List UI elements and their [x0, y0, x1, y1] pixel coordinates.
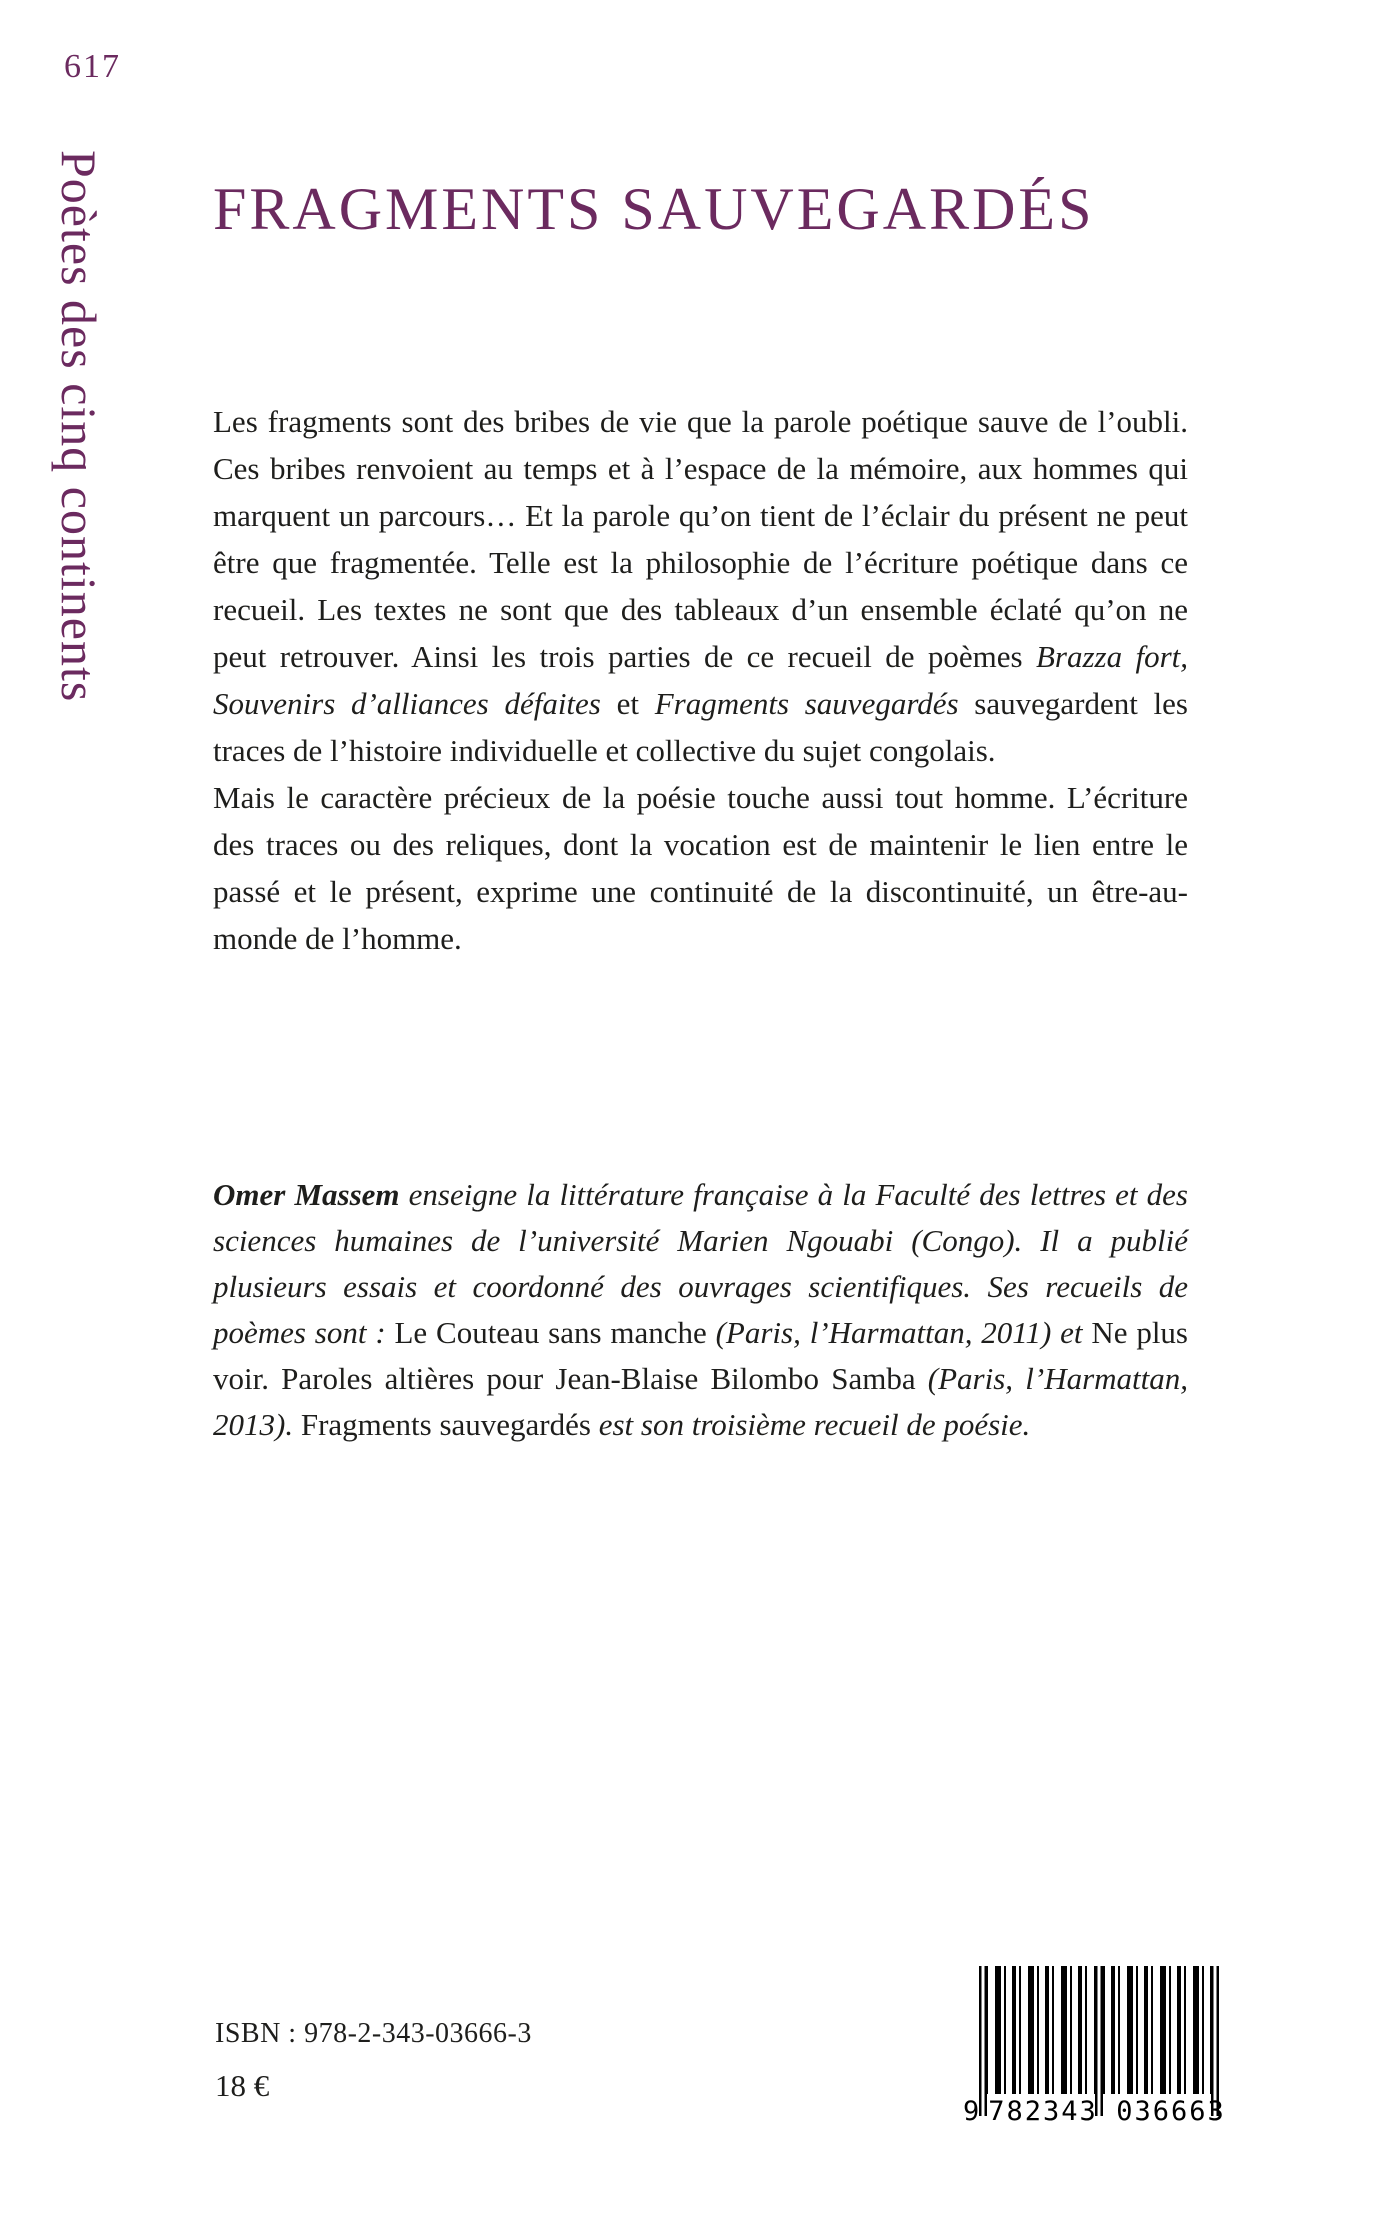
barcode-guard-left	[979, 1966, 987, 2116]
barcode-digit-lead: 9	[963, 2096, 980, 2127]
book-reference: Fragments sauvegardés	[300, 1407, 599, 1442]
book-title: FRAGMENTS SAUVEGARDÉS	[213, 176, 1095, 242]
author-bio	[213, 1172, 1188, 1448]
blurb-text: sauvegardent les traces de l’histoire individuelle et collective du sujet congolais.	[213, 686, 1188, 768]
barcode-guard-right	[1211, 1966, 1219, 2116]
bio-text: enseigne la littérature française à la Faculté des lettres et des sciences humaines de l’université Marien Ngouabi (Congo). Il a publié plusieurs essais et coordonné des ouvrages scientifiques. Ses recueils de poèmes sont :	[213, 1177, 1188, 1350]
author-name: Omer Massem	[213, 1177, 400, 1212]
book-reference: Le Couteau sans manche	[394, 1315, 716, 1350]
cited-book-title: Brazza fort, Souvenirs d’alliances défaites	[213, 639, 1189, 721]
series-number: 617	[64, 48, 121, 85]
blurb-paragraph-2: Mais le caractère précieux de la poésie touche aussi tout homme. L’écriture des traces ou des reliques, dont la vocation est de maintenir le lien entre le passé et le présent, exprime une continuité de la discontinuité, un être-au-monde de l’homme.	[213, 780, 1188, 956]
cited-book-title: Fragments sauvegardés	[654, 686, 959, 721]
price-text: 18 €	[215, 2068, 270, 2103]
blurb-text: Les fragments sont des bribes de vie que la parole poétique sauve de l’oubli. Ces bribes renvoient au temps et à l’espace de la mémoire, aux hommes qui marquent un parcours… Et la parole qu’on tient de l’éclair du présent ne peut être que fragmentée. Telle est la philosophie de l’écriture poétique dans ce recueil. Les textes ne sont que des tableaux d’un ensemble éclaté qu’on ne peut retrouver. Ainsi les trois parties de ce recueil de poèmes	[213, 404, 1188, 674]
series-name-vertical: Poètes des cinq continents	[51, 150, 107, 703]
blurb-paragraph-1	[213, 398, 1188, 774]
barcode-digit-group: 782343	[988, 2096, 1098, 2127]
barcode-digit-group: 036663	[1116, 2096, 1226, 2127]
bio-text: (Paris, l’Harmattan, 2013).	[213, 1361, 1189, 1442]
barcode	[963, 1966, 1235, 2136]
bio-text: est son troisième recueil de poésie.	[598, 1407, 1031, 1442]
blurb	[213, 398, 1188, 962]
isbn-text: ISBN : 978-2-343-03666-3	[215, 2018, 532, 2049]
barcode-digits	[963, 2096, 1235, 2127]
barcode-guard-middle	[1095, 1966, 1103, 2116]
blurb-text: et	[600, 686, 655, 721]
book-reference: Ne plus voir. Paroles altières pour Jean-Blaise Bilombo Samba	[213, 1315, 1189, 1396]
bio-text: (Paris, l’Harmattan, 2011) et	[715, 1315, 1092, 1350]
